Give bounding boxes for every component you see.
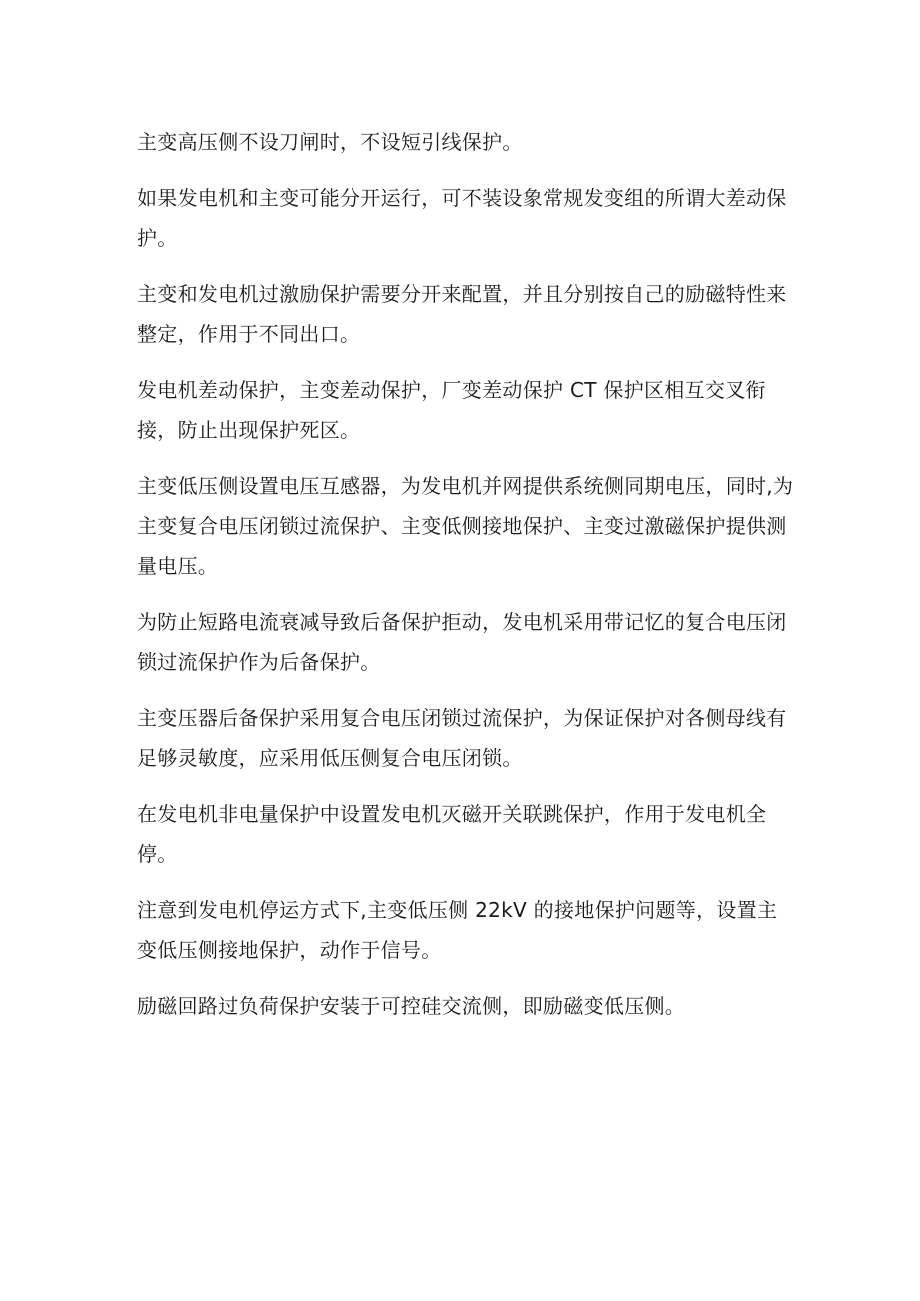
paragraph: 如果发电机和主变可能分开运行，可不装设象常规发变组的所谓大差动保护。 (137, 186, 787, 250)
paragraph: 主变高压侧不设刀闸时，不设短引线保护。 (137, 130, 523, 154)
paragraph: 主变低压侧设置电压互感器，为发电机并网提供系统侧同期电压，同时,为主变复合电压闭锁过流保护、主变低侧接地保护、主变过激磁保护提供测量电压。 (137, 474, 794, 578)
paragraph: 注意到发电机停运方式下,主变低压侧 22kV 的接地保护问题等，设置主变低压侧接地保护，动作于信号。 (137, 898, 778, 962)
paragraph: 在发电机非电量保护中设置发电机灭磁开关联跳保护，作用于发电机全停。 (137, 802, 767, 866)
paragraph: 为防止短路电流衰减导致后备保护拒动，发电机采用带记忆的复合电压闭锁过流保护作为后备保护。 (137, 610, 787, 674)
paragraph: 励磁回路过负荷保护安装于可控硅交流侧，即励磁变低压侧。 (137, 994, 686, 1018)
document-body (137, 122, 797, 1042)
paragraph: 发电机差动保护，主变差动保护，厂变差动保护 CT 保护区相互交叉衔接，防止出现保护死区。 (137, 378, 766, 442)
paragraph: 主变压器后备保护采用复合电压闭锁过流保护，为保证保护对各侧母线有足够灵敏度，应采用低压侧复合电压闭锁。 (137, 706, 787, 770)
paragraph: 主变和发电机过激励保护需要分开来配置，并且分别按自己的励磁特性来整定，作用于不同出口。 (137, 282, 787, 346)
